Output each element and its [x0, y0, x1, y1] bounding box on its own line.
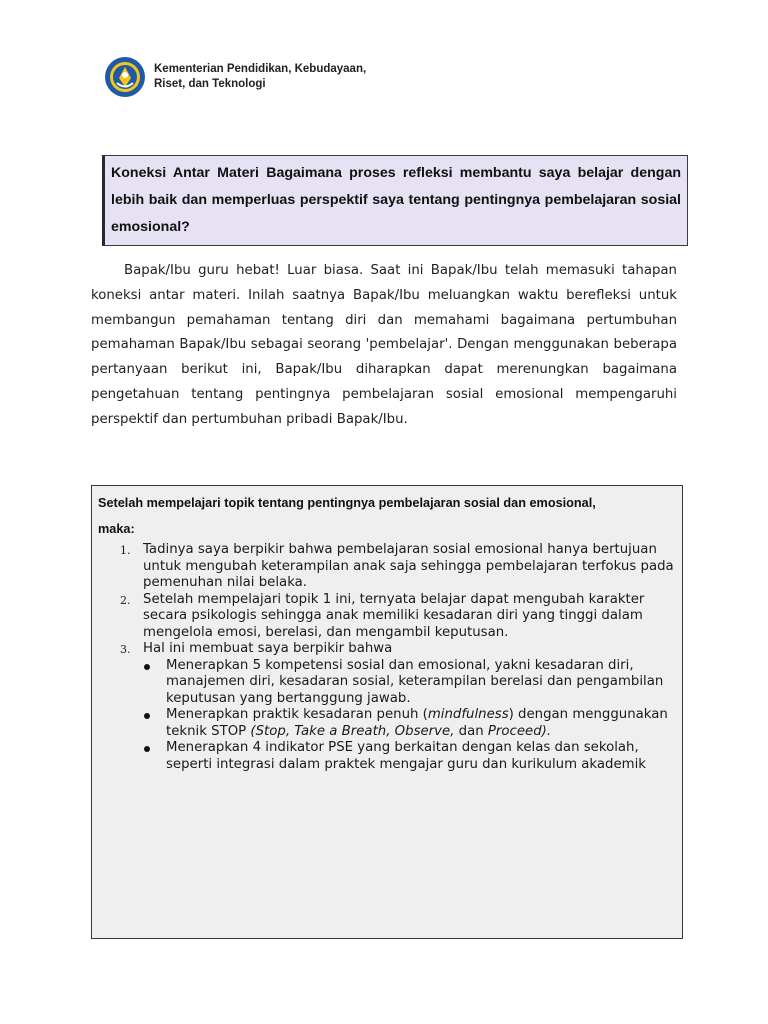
- bullet-text: Menerapkan 4 indikator PSE yang berkaitan dengan kelas dan sekolah, seperti integrasi dalam praktek mengajar guru dan kurikulum akademik: [166, 740, 646, 772]
- bullet-text-emphasis: (Stop, Take a Breath, Observe,: [250, 723, 455, 739]
- bullet-text-part: dan: [454, 723, 488, 739]
- list-item: [92, 542, 682, 592]
- bullet-text-emphasis: mindfulness: [427, 707, 509, 722]
- bullet-item: [143, 740, 682, 773]
- bullet-list: [143, 658, 682, 774]
- bullet-item: [143, 658, 682, 708]
- bullet-text: Menerapkan 5 kompetensi sosial dan emosional, yakni kesadaran diri, manajemen diri, kesadaran sosial, keterampilan berelasi dan pengambilan keputusan yang bertanggung jawab.: [166, 657, 664, 706]
- document-header: [104, 55, 366, 99]
- bullet-text-part: Menerapkan praktik kesadaran penuh (: [166, 707, 428, 722]
- answer-lead: [98, 490, 676, 542]
- answer-list: [92, 542, 682, 773]
- ministry-name: [154, 62, 366, 92]
- bullet-dot-icon: [144, 746, 150, 752]
- list-item: [92, 641, 682, 773]
- list-item-number: 1.: [120, 544, 131, 557]
- list-item-text: Hal ini membuat saya berpikir bahwa: [143, 641, 393, 656]
- ministry-name-line1: Kementerian Pendidikan, Kebudayaan,: [154, 63, 367, 75]
- bullet-dot-icon: [144, 664, 150, 670]
- answer-lead-line1: Setelah mempelajari topik tentang pentingnya pembelajaran sosial dan emosional,: [98, 496, 596, 510]
- answer-box[interactable]: [91, 485, 683, 939]
- list-item-text: Setelah mempelajari topik 1 ini, ternyata belajar dapat mengubah karakter secara psikologis sehingga anak memiliki kesadaran diri yang tinggi dalam mengelola emosi, berelasi, dan mengambil keputusan.: [143, 591, 645, 640]
- list-item: [92, 592, 682, 642]
- bullet-dot-icon: [144, 713, 150, 719]
- ministry-logo-icon: [104, 56, 146, 98]
- ministry-name-line2: Riset, dan Teknologi: [154, 78, 266, 90]
- bullet-text-part: ) dengan menggunakan teknik STOP: [166, 707, 668, 739]
- answer-lead-line2: maka:: [98, 522, 135, 536]
- intro-paragraph: Bapak/Ibu guru hebat! Luar biasa. Saat ini Bapak/Ibu telah memasuki tahapan koneksi antar materi. Inilah saatnya Bapak/Ibu meluangkan waktu berefleksi untuk membangun pemahaman tentang diri dan memahami bagaimana pertumbuhan pemahaman Bapak/Ibu sebagai seorang 'pembelajar'. Dengan menggunakan beberapa pertanyaan berikut ini, Bapak/Ibu diharapkan dapat merenungkan bagaimana pengetahuan tentang pentingnya pembelajaran sosial emosional mempengaruhi perspektif dan pertumbuhan pribadi Bapak/Ibu.: [91, 263, 677, 427]
- bullet-text-emphasis: Proceed).: [487, 723, 552, 739]
- list-item-number: 2.: [120, 593, 131, 607]
- reflection-question: Koneksi Antar Materi Bagaimana proses refleksi membantu saya belajar dengan lebih baik dan memperluas perspektif saya tentang pentingnya pembelajaran sosial emosional?: [111, 165, 681, 235]
- list-item-number: 3.: [120, 643, 131, 656]
- list-item-text: Tadinya saya berpikir bahwa pembelajaran sosial emosional hanya bertujuan untuk mengubah keterampilan anak saja sehingga pembelajaran terfokus pada pemenuhan nilai belaka.: [143, 542, 674, 590]
- bullet-item: [143, 707, 682, 740]
- reflection-question-box: [102, 155, 688, 246]
